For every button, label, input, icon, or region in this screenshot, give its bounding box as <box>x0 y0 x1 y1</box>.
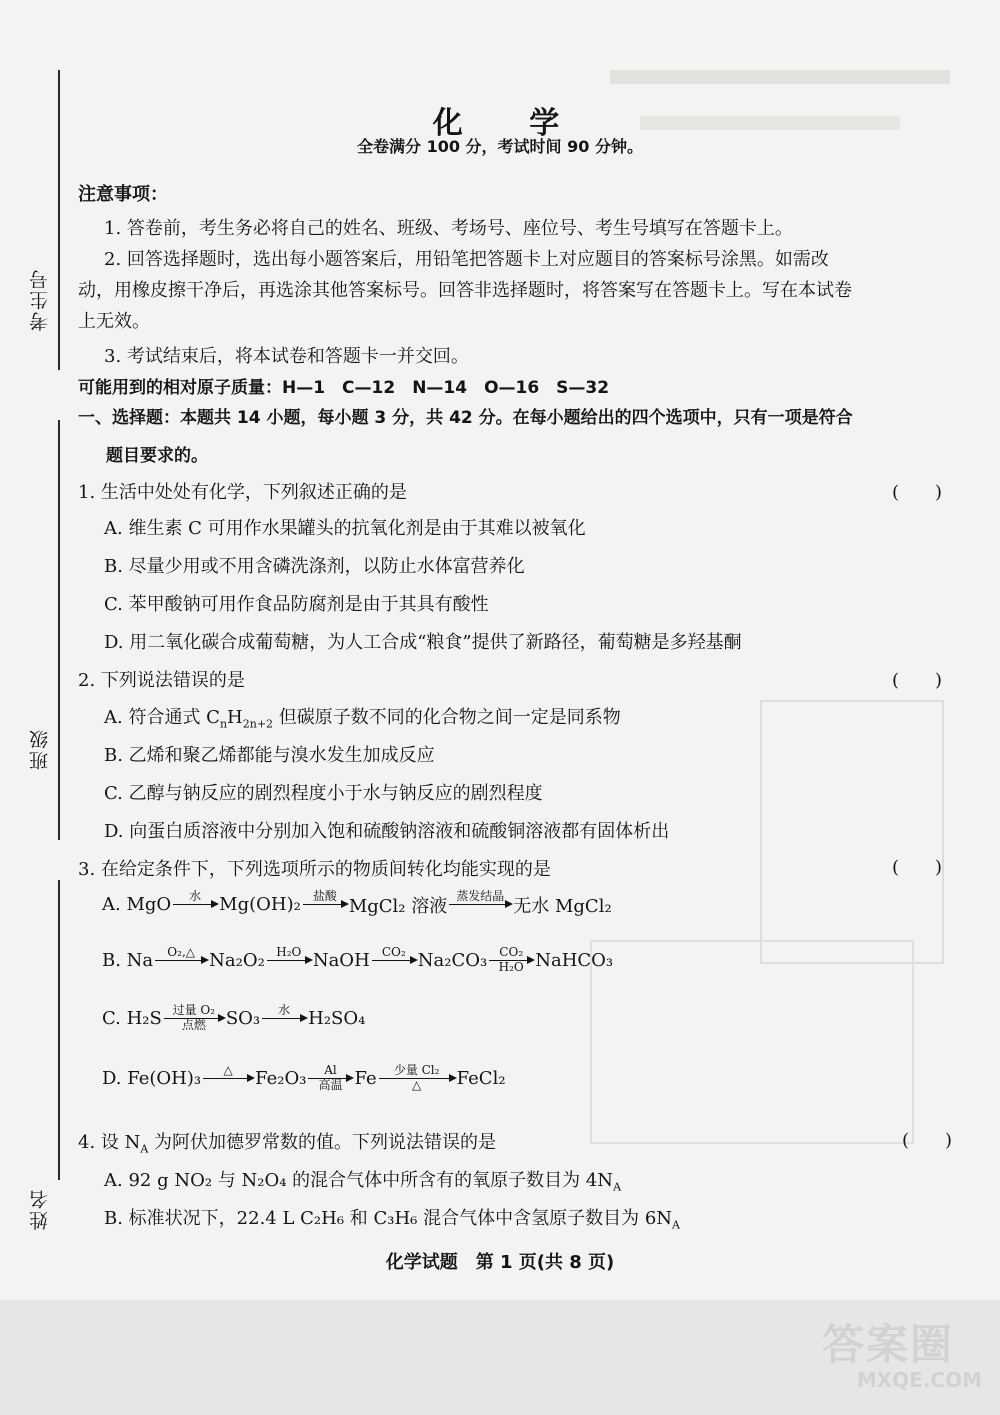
q3-stem: 3. 在给定条件下，下列选项所示的物质间转化均能实现的是 <box>78 859 551 880</box>
reaction-arrow: △ <box>203 1064 253 1093</box>
q3-option-b: B. Na O₂,△ Na₂O₂ H₂O NaOH CO₂ Na₂CO₃ CO₂ H₂O NaHCO₃ <box>102 945 614 974</box>
reaction-arrow: 盐酸 <box>303 890 347 919</box>
reaction-arrow: O₂,△ <box>155 946 207 975</box>
binding-line-bottom <box>58 880 60 1180</box>
reaction-arrow: 水 <box>173 890 217 919</box>
notice-item-2: 2. 回答选择题时，选出每小题答案后，用铅笔把答题卡上对应题目的答案标号涂黑。如需改 <box>104 249 829 270</box>
exam-number-label: 考生号 <box>29 268 51 331</box>
page-title: 化 学 <box>432 106 588 141</box>
notice-item-1: 1. 答卷前，考生务必将自己的姓名、班级、考场号、座位号、考生号填写在答题卡上。 <box>104 218 793 239</box>
q2-answer-bracket: ( ) <box>892 670 943 691</box>
q2-option-c: C. 乙醇与钠反应的剧烈程度小于水与钠反应的剧烈程度 <box>104 783 543 804</box>
binding-line-middle <box>58 420 60 840</box>
section-heading-cont: 题目要求的。 <box>106 446 208 466</box>
reaction-arrow: CO₂ H₂O <box>489 946 533 975</box>
q2-option-d: D. 向蛋白质溶液中分别加入饱和硫酸钠溶液和硫酸铜溶液都有固体析出 <box>104 821 670 842</box>
watermark-url: MXQE.COM <box>856 1368 982 1392</box>
q2-option-a-pre: A. 符合通式 C <box>104 707 220 728</box>
site-watermark <box>822 1322 982 1402</box>
atomic-masses: 可能用到的相对原子质量：H—1 C—12 N—14 O—16 S—32 <box>78 378 610 398</box>
reaction-arrow: 水 <box>262 1004 306 1033</box>
q2-option-a-post: 但碳原子数不同的化合物之间一定是同系物 <box>273 707 621 728</box>
page-footer: 化学试题 第 1 页(共 8 页) <box>385 1252 615 1273</box>
q1-option-b: B. 尽量少用或不用含磷洗涤剂，以防止水体富营养化 <box>104 556 525 577</box>
q1-option-d: D. 用二氧化碳合成葡萄糖，为人工合成“粮食”提供了新路径，葡萄糖是多羟基酮 <box>104 632 742 653</box>
exam-info: 全卷满分 100 分，考试时间 90 分钟。 <box>357 137 643 156</box>
q1-option-c: C. 苯甲酸钠可用作食品防腐剂是由于其具有酸性 <box>104 594 489 615</box>
q4-stem: 4. 设 $N_A$ 为阿伏加德罗常数的值。下列说法错误的是 <box>78 1132 497 1156</box>
q2-option-a: A. 符合通式 $C_nH_{2n+2}$ 但碳原子数不同的化合物之间一定是同系物 <box>104 707 621 731</box>
reaction-arrow: H₂O <box>267 946 311 975</box>
reaction-arrow: 少量 Cl₂ △ <box>379 1064 455 1093</box>
reaction-arrow: 过量 O₂ 点燃 <box>164 1004 224 1033</box>
q3-answer-bracket: ( ) <box>892 857 943 878</box>
watermark-logo: 答案圈 <box>822 1320 955 1369</box>
section-heading: 一、选择题：本题共 14 小题，每小题 3 分，共 42 分。在每小题给出的四个选项中，只有一项是符合 <box>78 408 853 428</box>
q1-stem: 1. 生活中处处有化学，下列叙述正确的是 <box>78 482 407 503</box>
reaction-arrow: 蒸发结晶 <box>449 890 511 919</box>
q4-option-a: A. 92 g NO₂ 与 N₂O₄ 的混合气体中所含有的氧原子数目为 $4N_A$ <box>104 1170 622 1194</box>
name-label: 姓名 <box>29 1188 51 1230</box>
notice-item-2-cont: 动，用橡皮擦干净后，再选涂其他答案标号。回答非选择题时，将答案写在答题卡上。写在本试卷 <box>78 280 852 301</box>
class-label: 班级 <box>29 728 51 770</box>
notice-heading: 注意事项： <box>78 184 168 205</box>
q4-answer-bracket: ( ) <box>902 1130 953 1151</box>
q1-answer-bracket: ( ) <box>892 482 943 503</box>
reaction-arrow: CO₂ <box>372 946 416 975</box>
q3-option-d: D. Fe(OH)₃ △ Fe₂O₃ Al 高温 Fe 少量 Cl₂ △ FeCl₂ <box>102 1063 506 1092</box>
q3-option-c: C. H₂S 过量 O₂ 点燃 SO₃ 水 H₂SO₄ <box>102 1003 366 1032</box>
notice-item-3: 3. 考试结束后，将本试卷和答题卡一并交回。 <box>104 346 469 367</box>
reaction-arrow: Al 高温 <box>308 1064 352 1093</box>
notice-item-2-end: 上无效。 <box>78 311 150 332</box>
q1-option-a: A. 维生素 C 可用作水果罐头的抗氧化剂是由于其难以被氧化 <box>104 518 586 539</box>
q3-option-a: A. MgO 水 Mg(OH)₂ 盐酸 MgCl₂ 溶液 蒸发结晶 无水 MgCl₂ <box>102 890 612 919</box>
q4-option-b: B. 标准状况下，22.4 L C₂H₆ 和 C₃H₆ 混合气体中含氢原子数目为 $6N_A$ <box>104 1208 680 1232</box>
q2-stem: 2. 下列说法错误的是 <box>78 670 245 691</box>
q2-option-b: B. 乙烯和聚乙烯都能与溴水发生加成反应 <box>104 745 435 766</box>
